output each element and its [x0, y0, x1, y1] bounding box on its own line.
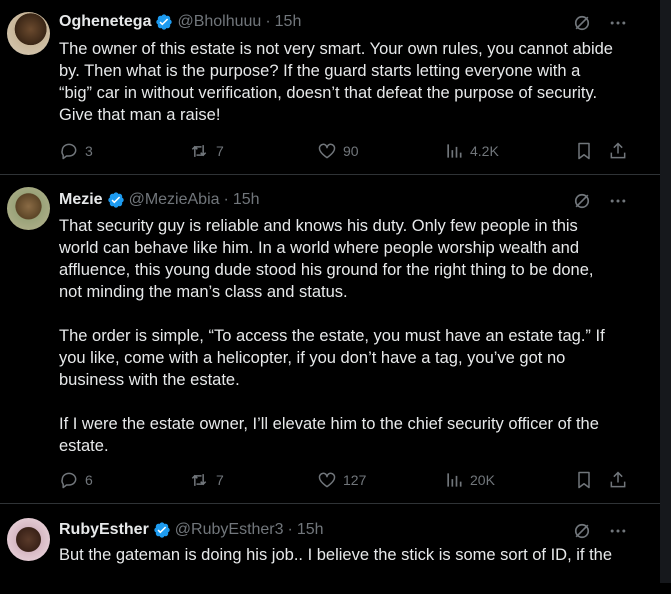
reply-count: 6	[85, 472, 93, 488]
heart-icon	[317, 141, 337, 161]
like-button[interactable]	[317, 139, 359, 163]
reply-button[interactable]	[59, 139, 93, 163]
heart-icon	[317, 470, 337, 490]
author-name[interactable]: Mezie	[59, 191, 103, 208]
verified-badge-icon	[153, 521, 171, 539]
share-icon	[608, 470, 628, 490]
views-button[interactable]	[444, 468, 495, 492]
view-count: 4.2K	[470, 143, 499, 159]
reply-button[interactable]	[59, 468, 93, 492]
like-button[interactable]	[317, 468, 366, 492]
reply-icon	[59, 141, 79, 161]
more-icon[interactable]	[608, 191, 628, 211]
tweet[interactable]	[0, 175, 660, 504]
reply-count: 3	[85, 143, 93, 159]
repost-icon	[188, 470, 210, 490]
like-count: 127	[343, 472, 367, 488]
tweet-header-actions	[572, 13, 628, 33]
timestamp[interactable]: 15h	[232, 191, 260, 208]
verified-badge-icon	[107, 191, 125, 209]
timestamp[interactable]: 15h	[274, 13, 302, 30]
verified-badge-icon	[155, 13, 173, 31]
more-icon[interactable]	[608, 521, 628, 541]
tweet-actions	[59, 468, 639, 492]
author-name[interactable]: RubyEsther	[59, 521, 149, 538]
views-button[interactable]	[444, 139, 499, 163]
bookmark-icon	[574, 141, 594, 161]
share-icon	[608, 141, 628, 161]
grok-icon[interactable]	[572, 521, 592, 541]
avatar[interactable]	[7, 187, 50, 230]
tweet[interactable]	[0, 504, 660, 594]
tweet-header	[59, 190, 260, 210]
repost-icon	[188, 141, 210, 161]
tweet-header-actions	[572, 191, 628, 211]
timestamp[interactable]: 15h	[296, 521, 324, 538]
tweet[interactable]	[0, 0, 660, 175]
tweet-header-actions	[572, 521, 628, 541]
separator-dot: ·	[287, 521, 293, 538]
grok-icon[interactable]	[572, 191, 592, 211]
avatar[interactable]	[7, 518, 50, 561]
tweet-actions	[59, 139, 639, 163]
share-button[interactable]	[608, 139, 628, 163]
repost-button[interactable]	[188, 139, 224, 163]
author-handle[interactable]: @Bholhuuu	[177, 13, 262, 30]
more-icon[interactable]	[608, 13, 628, 33]
grok-icon[interactable]	[572, 13, 592, 33]
like-count: 90	[343, 143, 359, 159]
author-handle[interactable]: @MezieAbia	[128, 191, 220, 208]
analytics-icon	[444, 470, 464, 490]
analytics-icon	[444, 141, 464, 161]
repost-button[interactable]	[188, 468, 224, 492]
bookmark-icon	[574, 470, 594, 490]
scrollbar-track[interactable]	[660, 0, 671, 583]
bookmark-button[interactable]	[574, 139, 594, 163]
tweet-header	[59, 12, 301, 32]
repost-count: 7	[216, 143, 224, 159]
author-handle[interactable]: @RubyEsther3	[174, 521, 284, 538]
repost-count: 7	[216, 472, 224, 488]
separator-dot: ·	[223, 191, 229, 208]
author-name[interactable]: Oghenetega	[59, 13, 152, 30]
tweet-text: That security guy is reliable and knows his duty. Only few people in this world can behave like him. In a world where people worship wealth and affluence, this young dude stood his ground for the right thing to be done, not minding the man’s class and status. The order is simple, “To access the estate, you must have an estate tag.” If you like, come with a helicopter, if you don’t have a tag, you’ve got no business with the estate. If I were the estate owner, I’ll elevate him to the chief security officer of the estate.	[59, 217, 605, 455]
reply-icon	[59, 470, 79, 490]
bookmark-button[interactable]	[574, 468, 594, 492]
tweet-text: The owner of this estate is not very smart. Your own rules, you cannot abide by. Then what is the purpose? If the guard starts letting everyone with a “big” car in without verification, doesn’t that defeat the purpose of security. Give that man a raise!	[59, 40, 613, 124]
view-count: 20K	[470, 472, 495, 488]
share-button[interactable]	[608, 468, 628, 492]
tweet-text: But the gateman is doing his job.. I believe the stick is some sort of ID, if the	[59, 546, 613, 564]
separator-dot: ·	[265, 13, 271, 30]
avatar[interactable]	[7, 12, 50, 55]
tweet-header	[59, 520, 324, 540]
